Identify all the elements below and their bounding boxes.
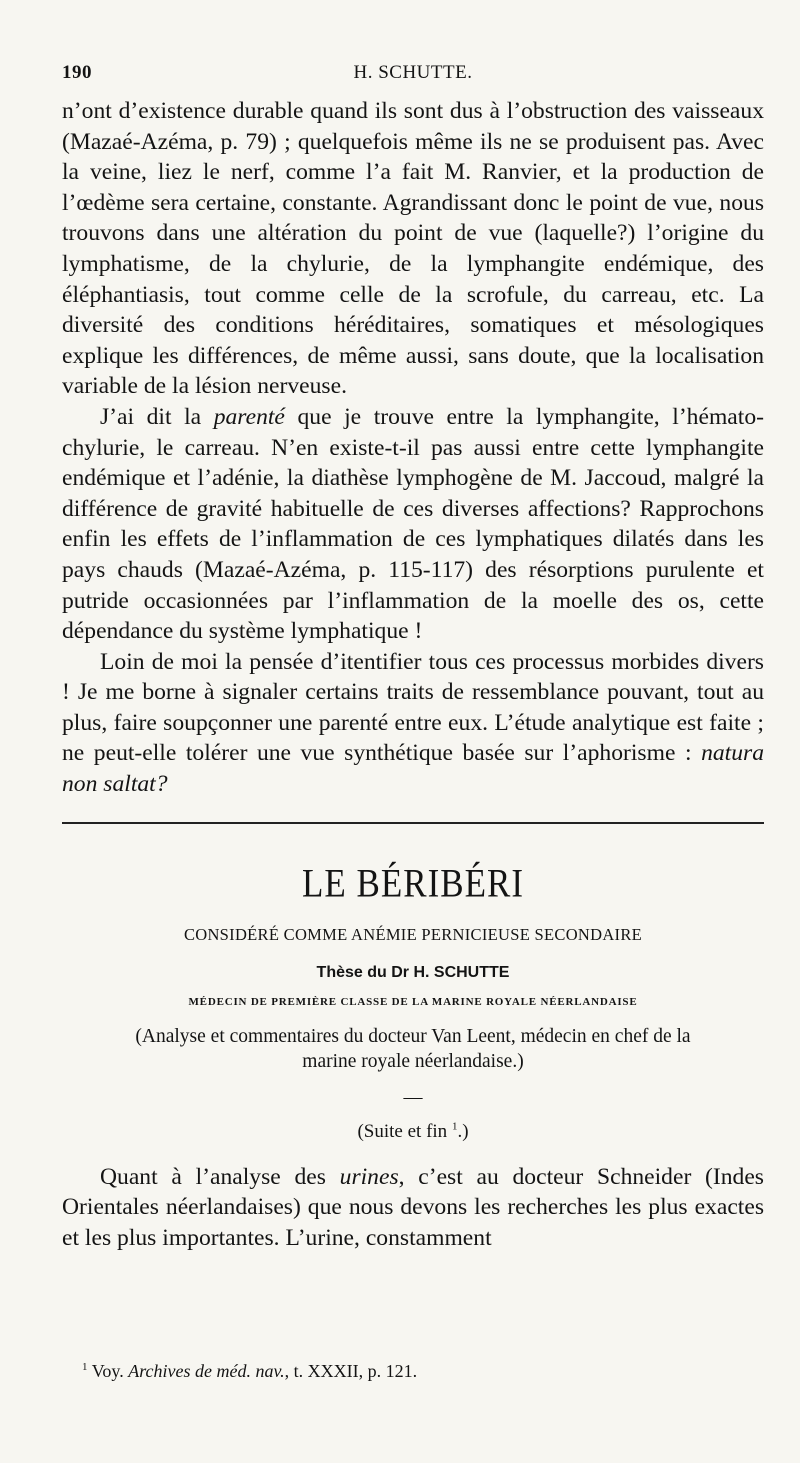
italic-aphorism: natura non saltat? xyxy=(62,740,764,798)
running-title: H. SCHUTTE. xyxy=(353,62,473,83)
paragraph: Quant à l’analyse des urines, c’est au docteur Schneider (Indes Orientales néerlandaises) que nous devons les recherches les plus exactes et les plus importantes. L’urine, constamment xyxy=(62,1163,764,1251)
commentary-note: (Analyse et commentaires du docteur Van Leent, médecin en chef de la marine royale néerlandaise.) xyxy=(135,1025,691,1072)
continuation-text xyxy=(62,96,764,800)
running-head xyxy=(62,62,764,96)
article-title: LE BÉRIBÉRI xyxy=(302,860,524,906)
paragraph: Loin de moi la pensée d’itentifier tous ces processus morbides divers ! Je me borne à signaler certains traits de ressemblance pouvant, tout au plus, faire soupçonner une parenté entre eux. L’étude analytique est faite ; ne peut-elle tolérer une vue synthétique basée sur l’aphorisme : natura non saltat? xyxy=(62,648,764,798)
paragraph: J’ai dit la parenté que je trouve entre la lymphangite, l’hémato-chylurie, le carreau. N’en existe-t-il pas aussi entre cette lymphangite endémique et l’adénie, la diathèse lymphogène de M. Jaccoud, malgré la différence de gravité habituelle de ces diverses affections? Rapprochons enfin les effets de l’inflammation de ces lymphatiques dilatés dans les pays chauds (Mazaé-Azéma, p. 115-117) des résorptions purulente et putride occasionnées par l’inflammation de la moelle des os, cette dépendance du système lymphatique ! xyxy=(62,403,764,645)
footnote-text: Voy. Archives de méd. nav., t. XXXII, p. 121. xyxy=(91,1361,418,1381)
separator-dash: — xyxy=(403,1086,423,1108)
footnote-marker: 1 xyxy=(82,1361,88,1373)
paragraph: n’ont d’existence durable quand ils sont dus à l’obstruction des vaisseaux (Mazaé-Azéma, p. 79) ; quelquefois même ils ne se produisent pas. Avec la veine, liez le nerf, comme l’a fait M. Ranvier, et la production de l’œdème sera certaine, constante. Agrandissant donc le point de vue, nous trouvons dans une altération du point de vue (laquelle?) l’origine du lymphatisme, de la chylurie, de la lymphangite endémique, des éléphantiasis, tout comme celle de la scrofule, du carreau, etc. La diversité des conditions héréditaires, somatiques et mésologiques explique les différences, de même aussi, sans doute, que la localisation variable de la lésion nerveuse. xyxy=(62,98,764,400)
continuation-note-text: (Suite et fin xyxy=(357,1120,448,1142)
article-subtitle: CONSIDÉRÉ COMME ANÉMIE PERNICIEUSE SECONDAIRE xyxy=(183,924,643,944)
thesis-line: Thèse du Dr H. SCHUTTE xyxy=(316,963,510,981)
continuation-note xyxy=(62,1120,764,1144)
article-text xyxy=(62,1162,764,1254)
italic-term: urines xyxy=(339,1163,399,1190)
italic-term: parenté xyxy=(213,403,285,430)
page-number: 190 xyxy=(62,62,92,83)
author-affiliation: MÉDECIN DE PREMIÈRE CLASSE DE LA MARINE ROYALE NÉERLANDAISE xyxy=(188,995,638,1008)
footnote-ref: 1 xyxy=(451,1120,458,1133)
footnote xyxy=(82,1360,764,1382)
continuation-note-close: .) xyxy=(457,1120,469,1142)
section-divider xyxy=(62,822,764,824)
